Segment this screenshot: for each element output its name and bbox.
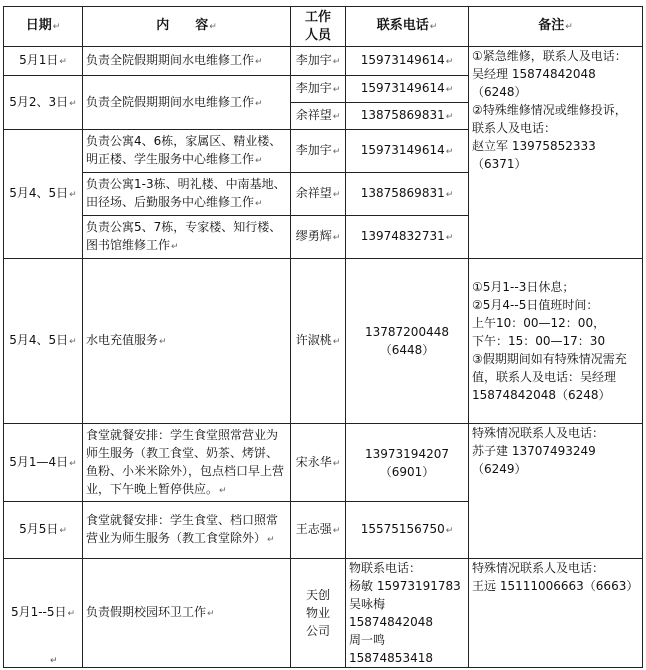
date-cell: 5月5日↵ — [4, 502, 83, 559]
staff-cell: 李加宇↵ — [291, 47, 346, 76]
header-staff: 工作 人员 — [291, 7, 346, 47]
content-cell: 食堂就餐安排：学生食堂照常营业为师生服务（教工食堂、奶茶、烤饼、鱼粉、小米米除外），包点档口早上营业，下午晚上暂停供应。↵ — [83, 424, 291, 502]
table-row — [4, 424, 643, 502]
staff-cell: 余祥望↵ — [291, 173, 346, 216]
staff-cell: 天创 物业 公司 — [291, 559, 346, 668]
duty-schedule-table — [3, 6, 643, 668]
content-cell: 负责假期校园环卫工作↵ — [83, 559, 291, 668]
phone-cell: 15973149614↵ — [346, 47, 469, 76]
content-cell: 负责公寓5、7栋，专家楼、知行楼、图书馆维修工作↵ — [83, 216, 291, 259]
header-remark: 备注↵ — [469, 7, 643, 47]
date-cell: 5月1--5日↵ — [4, 559, 83, 668]
staff-cell: 许淑桃↵ — [291, 259, 346, 424]
content-cell: 负责公寓1-3栋、明礼楼、中南基地、田径场、后勤服务中心维修工作↵ — [83, 173, 291, 216]
date-cell: 5月2、3日↵ — [4, 76, 83, 130]
content-cell: 负责全院假期期间水电维修工作↵ — [83, 47, 291, 76]
staff-cell: 王志强↵ — [291, 502, 346, 559]
header-phone: 联系电话↵ — [346, 7, 469, 47]
date-cell: 5月4、5日↵ — [4, 130, 83, 259]
phone-cell: 13875869831↵ — [346, 173, 469, 216]
header-row — [4, 7, 643, 47]
content-cell: 水电充值服务↵ — [83, 259, 291, 424]
remark-cell-repair: ①紧急维修，联系人及电话： 吴经理 15874842048（6248） ②特殊维修情况或维修投诉， 联系人及电话： 赵立军 13975852333（6371） — [469, 47, 643, 259]
content-cell: 负责公寓4、6栋，家属区、精业楼、明正楼、学生服务中心维修工作↵ — [83, 130, 291, 173]
phone-cell: 13875869831↵ — [346, 103, 469, 130]
paragraph-mark: ↵ — [50, 656, 58, 666]
staff-cell: 宋永华↵ — [291, 424, 346, 502]
table-row — [4, 559, 643, 668]
staff-cell: 缪勇辉↵ — [291, 216, 346, 259]
header-content: 内 容↵ — [83, 7, 291, 47]
content-cell: 食堂就餐安排：学生食堂、档口照常营业为师生服务（教工食堂除外）↵ — [83, 502, 291, 559]
phone-cell: 15973149614↵ — [346, 130, 469, 173]
table-row — [4, 259, 643, 424]
date-cell: 5月1—4日↵ — [4, 424, 83, 502]
table-row — [4, 47, 643, 76]
content-cell: 负责全院假期期间水电维修工作↵ — [83, 76, 291, 130]
remark-cell-sanitation: 特殊情况联系人及电话： 王远 15111006663（6663） — [469, 559, 643, 668]
staff-cell: 李加宇↵ — [291, 76, 346, 103]
phone-cell: 13973194207 （6901） — [346, 424, 469, 502]
phone-cell: 15575156750↵ — [346, 502, 469, 559]
date-cell: 5月1日↵ — [4, 47, 83, 76]
phone-cell: 物联系电话： 杨敏 15973191783 吴咏梅 15874842048 周一鸣 15874853418 — [346, 559, 469, 668]
staff-cell: 李加宇↵ — [291, 130, 346, 173]
remark-cell-canteen: 特殊情况联系人及电话： 苏子建 13707493249（6249） — [469, 424, 643, 559]
header-date: 日期↵ — [4, 7, 83, 47]
phone-cell: 13787200448 （6448） — [346, 259, 469, 424]
date-cell: 5月4、5日↵ — [4, 259, 83, 424]
remark-cell-recharge: ①5月1--3日休息； ②5月4--5日值班时间： 上午10：00—12：00， 下午：15：00—17：30 ③假期期间如有特殊情况需充值，联系人及电话：吴经理15874842048（6248） — [469, 259, 643, 424]
phone-cell: 13974832731↵ — [346, 216, 469, 259]
phone-cell: 15973149614↵ — [346, 76, 469, 103]
staff-cell: 余祥望↵ — [291, 103, 346, 130]
